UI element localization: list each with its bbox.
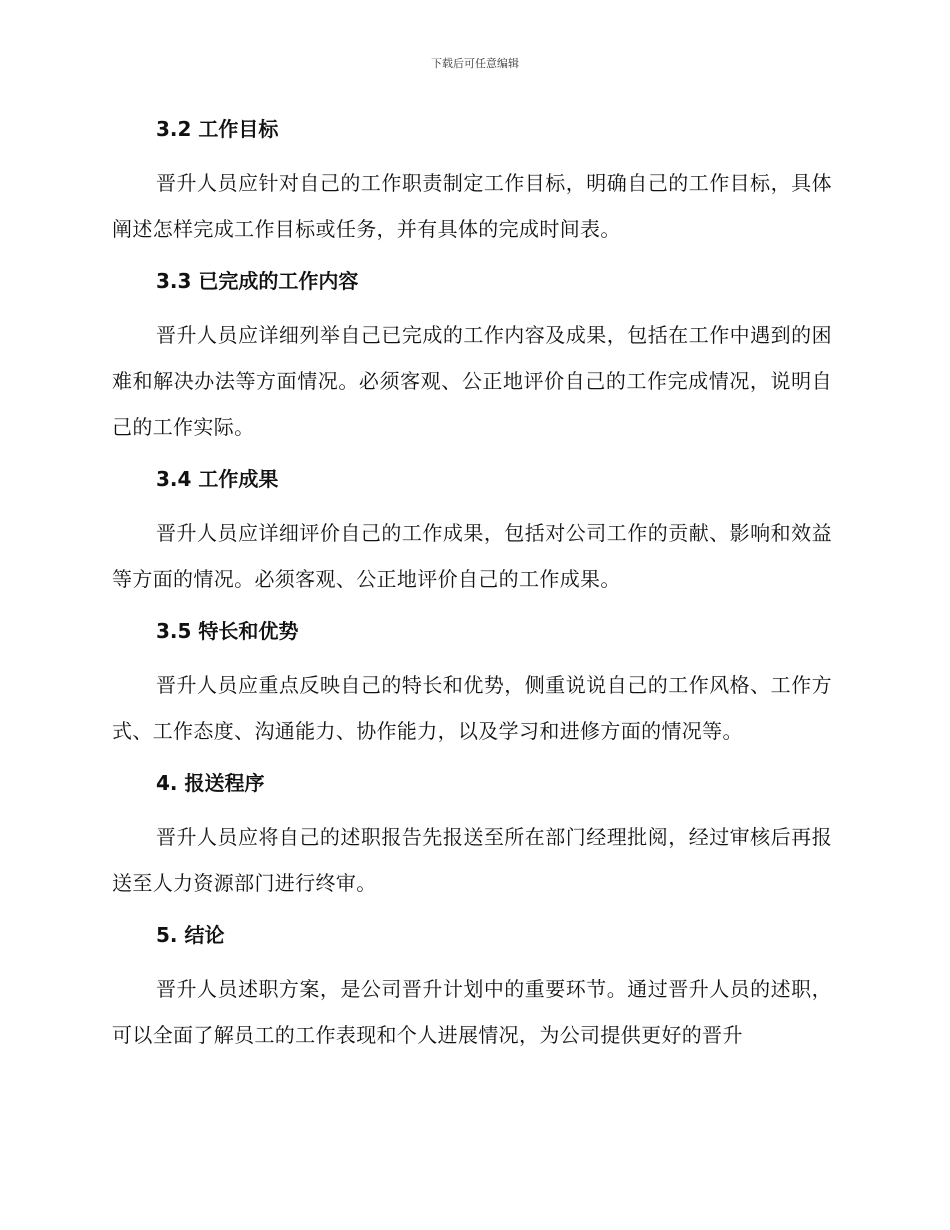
section-heading-3-3: 3.3 已完成的工作内容 bbox=[156, 269, 359, 293]
section-paragraph-4: 晋升人员应将自己的述职报告先报送至所在部门经理批阅，经过审核后再报送至人力资源部门进行终审。 bbox=[112, 825, 832, 895]
section-heading-3-2: 3.2 工作目标 bbox=[156, 117, 279, 141]
page-header: 下载后可任意编辑 bbox=[431, 57, 519, 70]
section-paragraph-3-4: 晋升人员应详细评价自己的工作成果，包括对公司工作的贡献、影响和效益等方面的情况。必须客观、公正地评价自己的工作成果。 bbox=[112, 521, 832, 591]
section-paragraph-3-5: 晋升人员应重点反映自己的特长和优势，侧重说说自己的工作风格、工作方式、工作态度、沟通能力、协作能力，以及学习和进修方面的情况等。 bbox=[112, 673, 832, 743]
section-heading-4: 4. 报送程序 bbox=[156, 771, 265, 795]
section-paragraph-3-2: 晋升人员应针对自己的工作职责制定工作目标，明确自己的工作目标，具体阐述怎样完成工作目标或任务，并有具体的完成时间表。 bbox=[112, 171, 832, 241]
section-heading-3-4: 3.4 工作成果 bbox=[156, 467, 279, 491]
section-paragraph-3-3: 晋升人员应详细列举自己已完成的工作内容及成果，包括在工作中遇到的困难和解决办法等方面情况。必须客观、公正地评价自己的工作完成情况，说明自己的工作实际。 bbox=[112, 323, 832, 439]
section-paragraph-5: 晋升人员述职方案，是公司晋升计划中的重要环节。通过晋升人员的述职，可以全面了解员工的工作表现和个人进展情况，为公司提供更好的晋升 bbox=[112, 977, 832, 1047]
section-heading-5: 5. 结论 bbox=[156, 923, 225, 947]
document-body bbox=[112, 112, 832, 1058]
section-heading-3-5: 3.5 特长和优势 bbox=[156, 619, 299, 643]
